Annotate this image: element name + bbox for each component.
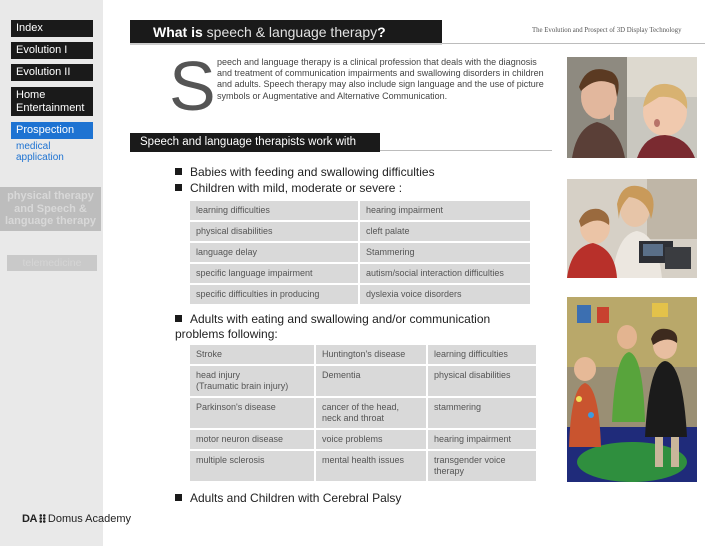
table-row bbox=[190, 345, 536, 364]
bullet-text: Adults and Children with Cerebral Palsy bbox=[190, 491, 402, 505]
table-cell: physical disabilities bbox=[190, 222, 360, 241]
table-row bbox=[190, 201, 530, 220]
bullet-children bbox=[175, 181, 402, 196]
section-divider bbox=[380, 150, 552, 151]
table-cell: hearing impairment bbox=[360, 201, 530, 220]
bullet-text: Children with mild, moderate or severe : bbox=[190, 181, 403, 195]
table-cell: specific language impairment bbox=[190, 264, 360, 283]
table-cell: language delay bbox=[190, 243, 360, 262]
nav-item-evolution-1[interactable]: Evolution I bbox=[11, 42, 93, 59]
table-cell: learning difficulties bbox=[428, 345, 536, 364]
table-cell: Stammering bbox=[360, 243, 530, 262]
classroom-children-photo bbox=[567, 297, 697, 482]
sidebar-box-telemedicine[interactable]: telemedicine bbox=[7, 255, 97, 271]
table-cell: learning difficulties bbox=[190, 201, 360, 220]
table-cell: specific difficulties in producing bbox=[190, 285, 360, 304]
bullet-text: Adults with eating and swallowing and/or communication problems following: bbox=[175, 312, 491, 341]
table-row bbox=[190, 366, 536, 396]
table-cell: cancer of the head, neck and throat bbox=[316, 398, 428, 428]
table-cell: transgender voice therapy bbox=[428, 451, 536, 481]
nav-item-prospection[interactable]: Prospection bbox=[11, 122, 93, 139]
therapist-with-boy-device-photo bbox=[567, 179, 697, 278]
children-conditions-table bbox=[190, 199, 530, 306]
intro-paragraph: peech and language therapy is a clinical profession that deals with the diagnosis and treatment of communication impairments and swallowing disorders in children and adults. Speech therapy may also include sign language and the use of picture symbols or Augmentative and Alternative Communication. bbox=[217, 57, 544, 101]
bullet-cerebral-palsy bbox=[175, 491, 401, 506]
table-cell: Stroke bbox=[190, 345, 316, 364]
bullet-square-icon bbox=[175, 494, 182, 501]
title-question: ? bbox=[377, 24, 386, 40]
table-cell: physical disabilities bbox=[428, 366, 536, 396]
nav-subitem-medical-application[interactable]: medical application bbox=[16, 141, 64, 163]
running-head: The Evolution and Prospect of 3D Display Technology bbox=[532, 27, 682, 34]
table-row bbox=[190, 398, 536, 428]
table-cell: Parkinson's disease bbox=[190, 398, 316, 428]
table-cell: mental health issues bbox=[316, 451, 428, 481]
section-heading: Speech and language therapists work with bbox=[130, 133, 380, 152]
table-row bbox=[190, 264, 530, 283]
bullet-adults-eating bbox=[175, 312, 535, 342]
page-title bbox=[130, 20, 442, 45]
nav-item-evolution-2[interactable]: Evolution II bbox=[11, 64, 93, 81]
bullet-square-icon bbox=[175, 168, 182, 175]
table-cell: Huntington's disease bbox=[316, 345, 428, 364]
table-cell: voice problems bbox=[316, 430, 428, 449]
logo-mark: DA bbox=[22, 513, 37, 525]
nav-item-home-entertainment[interactable]: Home Entertainment bbox=[11, 87, 93, 116]
table-row bbox=[190, 451, 536, 481]
nav-item-index[interactable]: Index bbox=[11, 20, 93, 37]
table-cell: motor neuron disease bbox=[190, 430, 316, 449]
logo-text: Domus Academy bbox=[47, 513, 132, 525]
table-row bbox=[190, 285, 530, 304]
table-row bbox=[190, 430, 536, 449]
table-cell: hearing impairment bbox=[428, 430, 536, 449]
header-divider bbox=[442, 43, 705, 44]
bullet-square-icon bbox=[175, 184, 182, 191]
table-cell: head injury (Traumatic brain injury) bbox=[190, 366, 316, 396]
title-bold: What is bbox=[153, 24, 203, 40]
sidebar bbox=[0, 0, 132, 546]
bullet-text: Babies with feeding and swallowing difficulties bbox=[190, 165, 435, 179]
bullet-square-icon bbox=[175, 315, 182, 322]
table-cell: Dementia bbox=[316, 366, 428, 396]
table-row bbox=[190, 243, 530, 262]
title-regular: speech & language therapy bbox=[202, 24, 378, 40]
sidebar-box-physical-speech-therapy[interactable]: physical therapy and Speech & language therapy bbox=[0, 187, 101, 231]
table-cell: dyslexia voice disorders bbox=[360, 285, 530, 304]
bullet-babies bbox=[175, 165, 435, 180]
table-row bbox=[190, 222, 530, 241]
domus-academy-logo bbox=[22, 513, 131, 525]
table-cell: stammering bbox=[428, 398, 536, 428]
adult-conditions-table bbox=[190, 343, 536, 483]
table-cell: autism/social interaction difficulties bbox=[360, 264, 530, 283]
table-cell: multiple sclerosis bbox=[190, 451, 316, 481]
table-cell: cleft palate bbox=[360, 222, 530, 241]
drop-cap: S bbox=[169, 47, 216, 125]
logo-dots-icon bbox=[39, 514, 46, 523]
therapist-with-child-photo bbox=[567, 57, 697, 158]
